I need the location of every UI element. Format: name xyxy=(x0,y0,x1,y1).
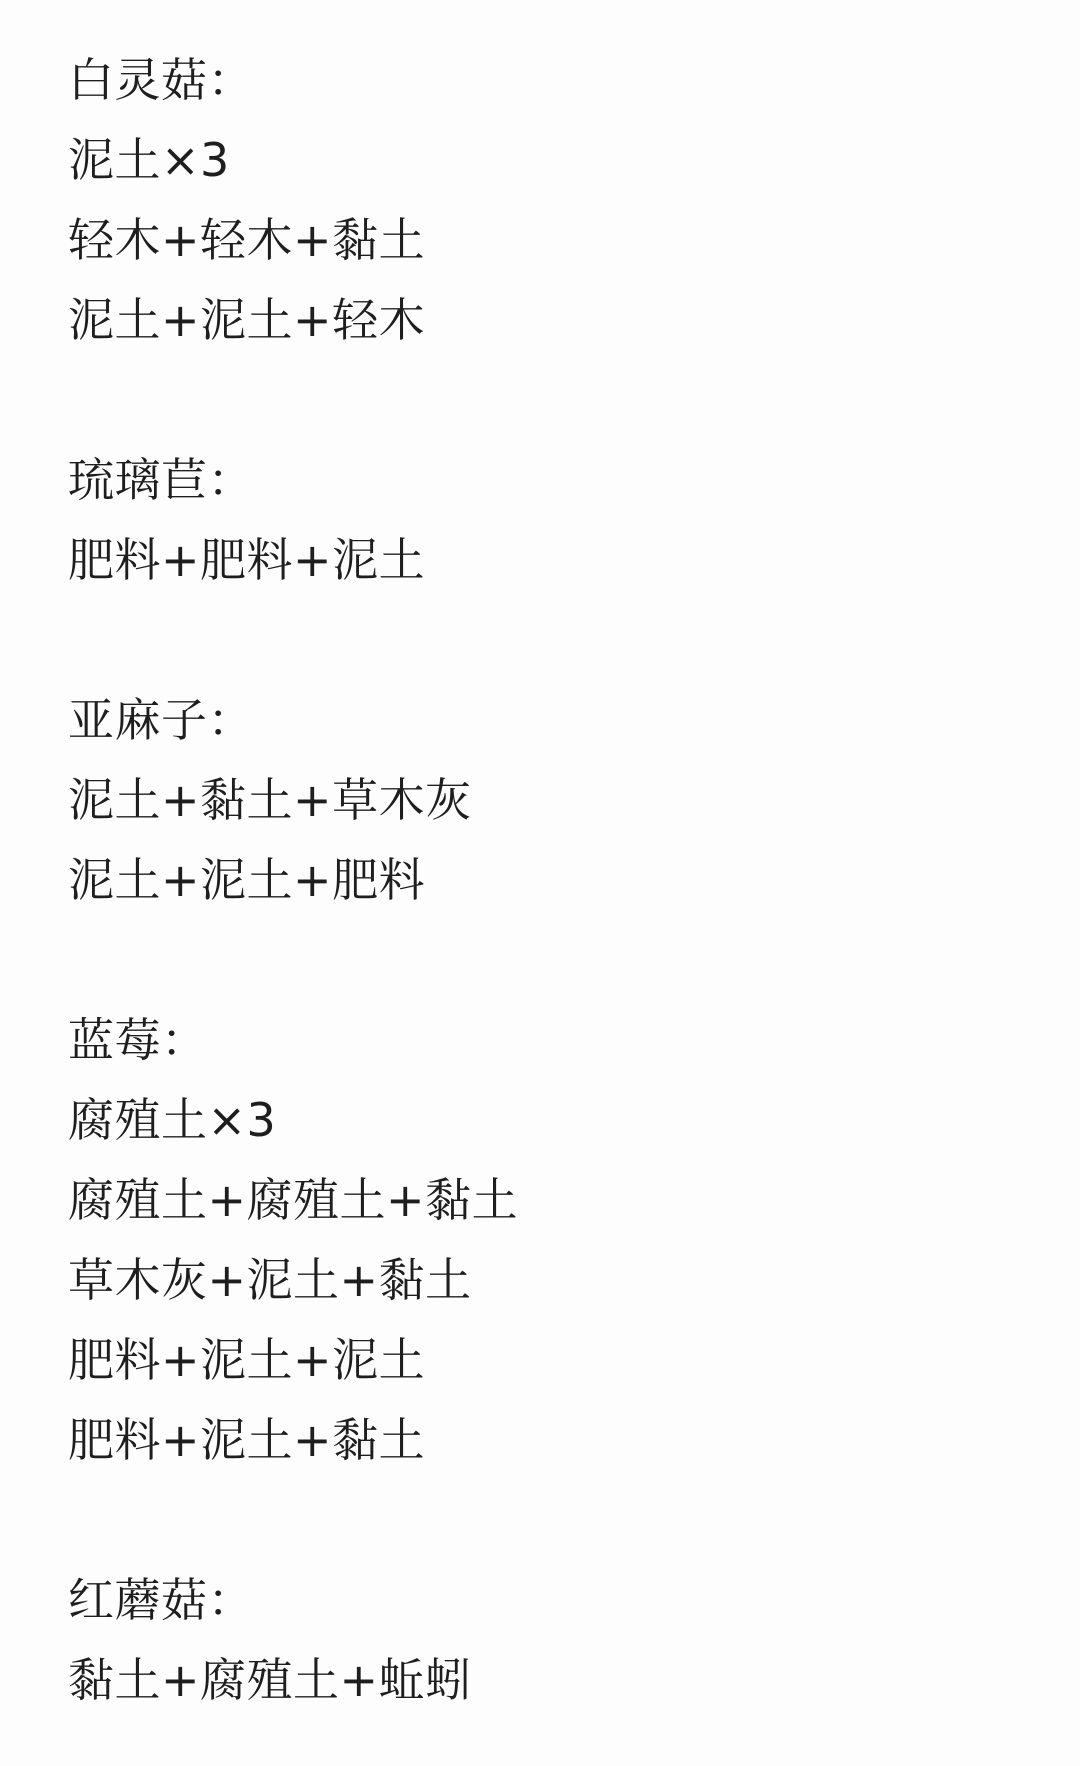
recipe-section xyxy=(68,440,1050,600)
recipe-line: 腐殖土+腐殖土+黏土 xyxy=(68,1173,519,1227)
recipe-section xyxy=(68,1000,1050,1480)
section-title: 红蘑菇： xyxy=(68,1573,254,1627)
recipe-line: 肥料+泥土+泥土 xyxy=(68,1333,426,1387)
recipe-line: 肥料+泥土+黏土 xyxy=(68,1413,426,1467)
recipe-line: 草木灰+泥土+黏土 xyxy=(68,1253,472,1307)
sections-list xyxy=(68,40,1050,1720)
recipe-line: 泥土×3 xyxy=(68,133,230,187)
section-title: 亚麻子： xyxy=(68,693,254,747)
recipe-line: 泥土+黏土+草木灰 xyxy=(68,773,472,827)
section-title: 白灵菇： xyxy=(68,53,254,107)
recipe-section xyxy=(68,680,1050,920)
recipe-section xyxy=(68,40,1050,360)
recipe-line: 泥土+泥土+轻木 xyxy=(68,293,426,347)
recipe-section xyxy=(68,1560,1050,1720)
section-title: 琉璃苣： xyxy=(68,453,254,507)
section-title: 蓝莓： xyxy=(68,1013,208,1067)
recipe-line: 泥土+泥土+肥料 xyxy=(68,853,426,907)
recipe-line: 黏土+腐殖土+蚯蚓 xyxy=(68,1653,472,1707)
recipe-line: 腐殖土×3 xyxy=(68,1093,277,1147)
recipe-line: 轻木+轻木+黏土 xyxy=(68,213,426,267)
recipe-line: 肥料+肥料+泥土 xyxy=(68,533,426,587)
